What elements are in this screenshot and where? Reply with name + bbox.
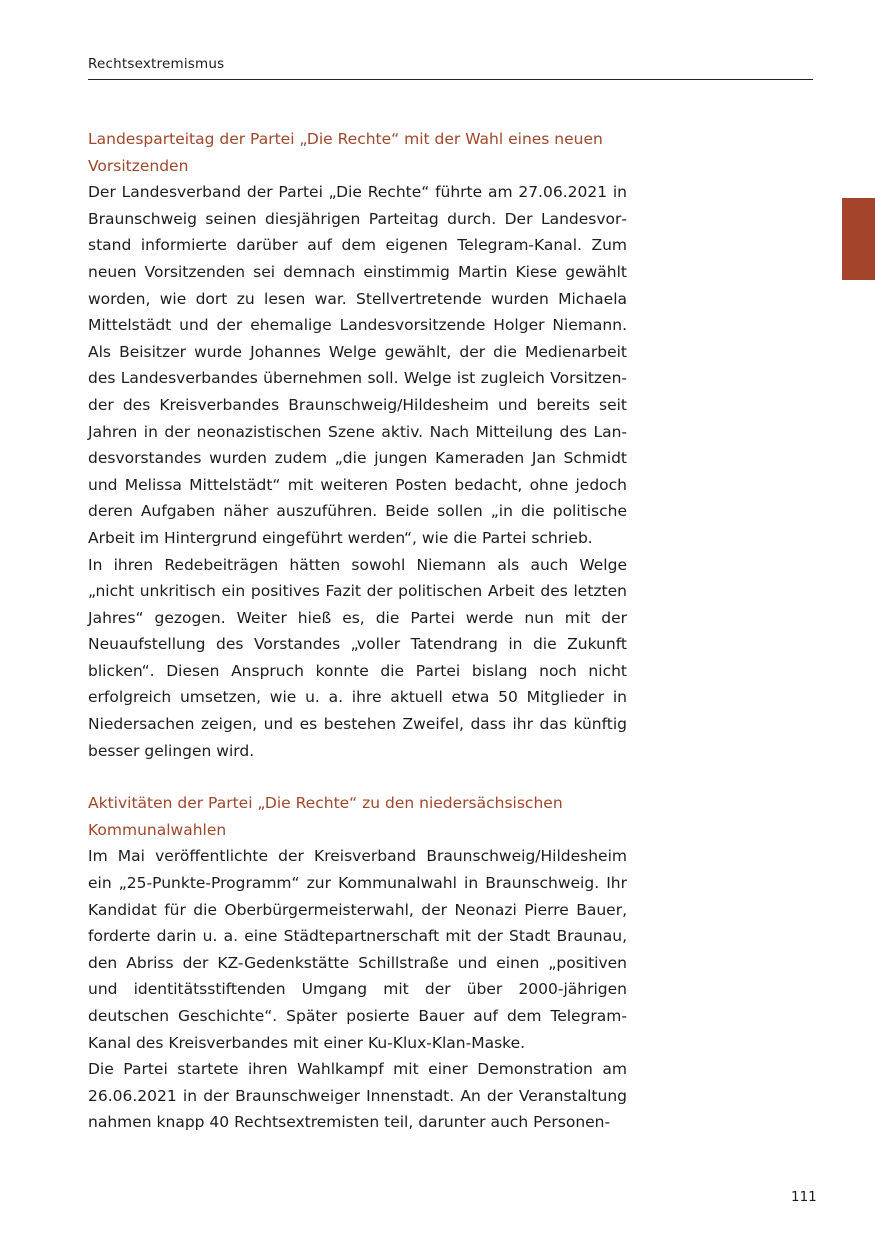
section-spacer xyxy=(88,764,627,790)
paragraph: Der Landesverband der Partei „Die Rechte“ führte am 27.06.2021 in Braunschweig seinen diesjährigen Parteitag durch. Der Landesvorstand informierte darüber auf dem eigenen Telegram-Kanal. Zum neuen Vorsitzenden sei demnach einstimmig Martin Kiese gewählt worden, wie dort zu lesen war. Stellvertretende wurden Michaela Mittelstädt und der ehemalige Landesvorsitzende Holger Niemann. Als Beisitzer wurde Johannes Welge gewählt, der die Medienarbeit des Landesverbandes übernehmen soll. Welge ist zugleich Vorsitzender des Kreisverbandes Braunschweig/Hildesheim und bereits seit Jahren in der neonazistischen Szene aktiv. Nach Mitteilung des Landesvorstandes wurden zudem „die jungen Kameraden Jan Schmidt und Melissa Mittelstädt“ mit weiteren Posten bedacht, ohne jedoch deren Aufgaben näher auszuführen. Beide sollen „in die politische Arbeit im Hintergrund eingeführt werden“, wie die Partei schrieb. xyxy=(88,183,627,547)
chapter-side-tab xyxy=(842,198,875,280)
section-heading-landesparteitag: Landesparteitag der Partei „Die Rechte“ mit der Wahl eines neuen Vorsitzenden xyxy=(88,130,603,175)
section-heading-kommunalwahlen: Aktivitäten der Partei „Die Rechte“ zu den niedersächsischen Kommunalwahlen xyxy=(88,794,563,839)
paragraph: Im Mai veröffentlichte der Kreisverband Braunschweig/Hildesheim ein „25-Punkte-Programm“ zur Kommunalwahl in Braunschweig. Ihr Kandidat für die Oberbürgermeisterwahl, der Neonazi Pierre Bauer, forderte darin u. a. eine Städtepartnerschaft mit der Stadt Braunau, den Abriss der KZ-Gedenkstätte Schillstraße und einen „positiven und identitätsstiftenden Umgang mit der über 2000-jährigen deutschen Geschichte“. Später posierte Bauer auf dem Telegram-Kanal des Kreisverbandes mit einer Ku-Klux-Klan-Maske. xyxy=(88,847,627,1052)
paragraph: In ihren Redebeiträgen hätten sowohl Niemann als auch Welge „nicht unkritisch ein positives Fazit der politischen Arbeit des letzten Jahres“ gezogen. Weiter hieß es, die Partei werde nun mit der Neuaufstellung des Vorstandes „voller Tatendrang in die Zukunft blicken“. Diesen Anspruch konnte die Partei bislang noch nicht erfolgreich umsetzen, wie u. a. ihre aktuell etwa 50 Mitglieder in Niedersachen zeigen, und es bestehen Zweifel, dass ihr das künftig besser gelingen wird. xyxy=(88,555,627,760)
header-rule xyxy=(88,79,813,80)
page-number: 111 xyxy=(791,1189,817,1205)
paragraph: Die Partei startete ihren Wahlkampf mit einer Demonstration am 26.06.2021 in der Braunschweiger Innenstadt. An der Veranstaltung nahmen knapp 40 Rechtsextremisten teil, darunter auch Personen- xyxy=(88,1060,627,1132)
body-text xyxy=(88,126,627,1136)
running-head: Rechtsextremismus xyxy=(88,56,225,72)
